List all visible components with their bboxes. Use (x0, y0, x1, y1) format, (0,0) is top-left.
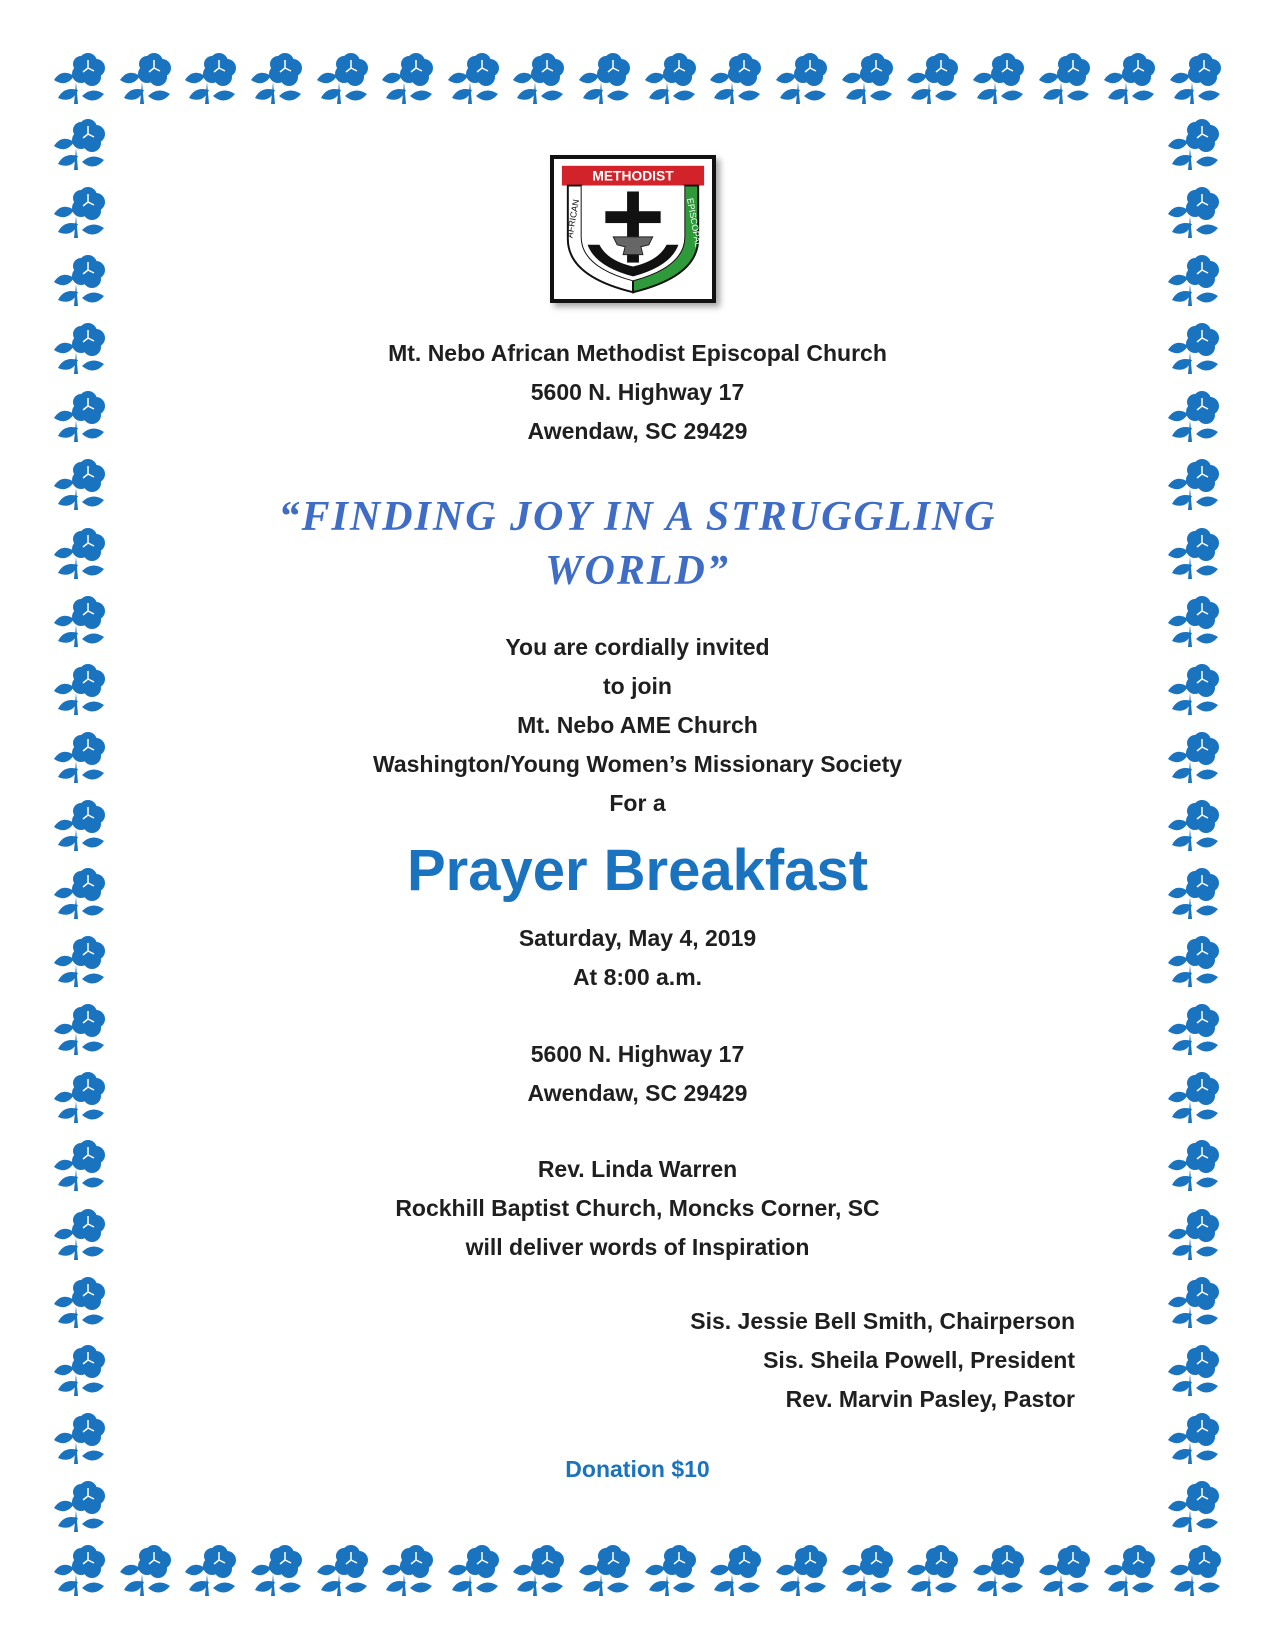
flower-ornament-icon (1098, 46, 1162, 110)
speaker-name: Rev. Linda Warren (537, 1156, 738, 1182)
invitation-text (120, 628, 1155, 823)
theme-line-2: WORLD” (545, 548, 730, 594)
flower-ornament-icon (1162, 793, 1226, 857)
invite-line-3: Mt. Nebo AME Church (517, 712, 758, 738)
flower-ornament-icon (1162, 112, 1226, 176)
flower-ornament-icon (507, 46, 571, 110)
flower-ornament-icon (1162, 452, 1226, 516)
flower-ornament-icon (48, 1338, 112, 1402)
flower-ornament-icon (1162, 180, 1226, 244)
flower-ornament-icon (48, 1538, 112, 1602)
flower-ornament-icon (48, 861, 112, 925)
flower-ornament-icon (48, 248, 112, 312)
ame-church-logo (550, 155, 716, 303)
flower-ornament-icon (179, 46, 243, 110)
flower-ornament-icon (639, 1538, 703, 1602)
theme-line-1: “FINDING JOY IN A STRUGGLING (278, 494, 997, 540)
flower-ornament-icon (1162, 657, 1226, 721)
venue-city: Awendaw, SC 29429 (527, 1080, 748, 1106)
flower-ornament-icon (507, 1538, 571, 1602)
flower-ornament-icon (770, 46, 834, 110)
flower-ornament-icon (48, 112, 112, 176)
flower-ornament-icon (639, 46, 703, 110)
donation-text: Donation $10 (565, 1456, 710, 1482)
church-name: Mt. Nebo African Methodist Episcopal Church (388, 340, 887, 366)
flower-ornament-icon (1162, 1133, 1226, 1197)
flower-ornament-icon (48, 316, 112, 380)
flower-ornament-icon (704, 1538, 768, 1602)
flower-ornament-icon (1162, 725, 1226, 789)
event-time: At 8:00 a.m. (572, 964, 703, 990)
flower-ornament-icon (48, 384, 112, 448)
flower-ornament-icon (967, 46, 1031, 110)
signature-line: Sis. Jessie Bell Smith, Chairperson (690, 1308, 1075, 1334)
flower-ornament-icon (836, 46, 900, 110)
logo-text-top: METHODIST (592, 167, 674, 184)
logo-text-left: AFRICAN (564, 198, 582, 239)
flower-ornament-icon (1162, 589, 1226, 653)
flower-ornament-icon (1033, 1538, 1097, 1602)
flower-ornament-icon (704, 46, 768, 110)
flower-ornament-icon (48, 1065, 112, 1129)
theme-title (150, 490, 1125, 598)
flower-ornament-icon (48, 180, 112, 244)
border-right (1162, 112, 1228, 1538)
flower-ornament-icon (48, 1474, 112, 1538)
flower-ornament-icon (311, 46, 375, 110)
ame-shield-icon (554, 159, 712, 299)
flower-ornament-icon (48, 657, 112, 721)
flower-ornament-icon (901, 1538, 965, 1602)
flower-ornament-icon (48, 1202, 112, 1266)
flower-ornament-icon (48, 1270, 112, 1334)
flower-ornament-icon (311, 1538, 375, 1602)
speaker-church: Rockhill Baptist Church, Moncks Corner, SC (395, 1195, 880, 1221)
signatures (690, 1302, 1075, 1419)
flower-ornament-icon (48, 997, 112, 1061)
flower-ornament-icon (48, 452, 112, 516)
flower-ornament-icon (1162, 1474, 1226, 1538)
flower-ornament-icon (376, 46, 440, 110)
signature-line: Sis. Sheila Powell, President (763, 1347, 1075, 1373)
flower-ornament-icon (48, 589, 112, 653)
church-address (120, 334, 1155, 451)
flower-ornament-icon (48, 1406, 112, 1470)
flower-ornament-icon (48, 793, 112, 857)
flower-ornament-icon (114, 1538, 178, 1602)
event-date: Saturday, May 4, 2019 (518, 925, 757, 951)
flower-ornament-icon (1162, 861, 1226, 925)
flower-ornament-icon (1162, 1270, 1226, 1334)
flower-ornament-icon (836, 1538, 900, 1602)
flower-ornament-icon (48, 521, 112, 585)
venue-street: 5600 N. Highway 17 (530, 1041, 745, 1067)
flower-ornament-icon (1162, 1202, 1226, 1266)
event-datetime (120, 919, 1155, 997)
church-city: Awendaw, SC 29429 (527, 418, 748, 444)
flower-ornament-icon (1162, 248, 1226, 312)
speaker-role: will deliver words of Inspiration (465, 1234, 810, 1260)
flower-ornament-icon (114, 46, 178, 110)
flower-ornament-icon (1162, 1406, 1226, 1470)
flower-ornament-icon (1162, 997, 1226, 1061)
speaker-info (120, 1150, 1155, 1267)
flower-ornament-icon (1162, 384, 1226, 448)
church-street: 5600 N. Highway 17 (530, 379, 745, 405)
flower-ornament-icon (442, 1538, 506, 1602)
flower-ornament-icon (1033, 46, 1097, 110)
border-top (48, 46, 1228, 112)
flower-ornament-icon (573, 46, 637, 110)
flower-ornament-icon (770, 1538, 834, 1602)
flower-ornament-icon (901, 46, 965, 110)
flower-ornament-icon (442, 46, 506, 110)
flower-ornament-icon (1098, 1538, 1162, 1602)
flower-ornament-icon (48, 1133, 112, 1197)
logo-text-right: EPISCOPAL (684, 197, 704, 248)
invite-line-4: Washington/Young Women’s Missionary Society (372, 751, 903, 777)
flower-ornament-icon (1164, 1538, 1228, 1602)
flower-ornament-icon (1162, 1065, 1226, 1129)
flower-ornament-icon (1162, 1338, 1226, 1402)
event-title: Prayer Breakfast (406, 838, 869, 903)
flower-ornament-icon (573, 1538, 637, 1602)
flower-ornament-icon (48, 725, 112, 789)
signature-line: Rev. Marvin Pasley, Pastor (785, 1386, 1075, 1412)
invite-line-5: For a (609, 790, 666, 816)
flower-ornament-icon (48, 46, 112, 110)
flower-ornament-icon (245, 1538, 309, 1602)
invite-line-1: You are cordially invited (505, 634, 770, 660)
invite-line-2: to join (603, 673, 672, 699)
border-bottom (48, 1538, 1228, 1604)
event-venue (120, 1035, 1155, 1113)
flower-ornament-icon (1162, 929, 1226, 993)
flower-ornament-icon (1164, 46, 1228, 110)
border-left (48, 112, 114, 1538)
flower-ornament-icon (179, 1538, 243, 1602)
flower-ornament-icon (1162, 521, 1226, 585)
flower-ornament-icon (245, 46, 309, 110)
flower-ornament-icon (376, 1538, 440, 1602)
flower-ornament-icon (48, 929, 112, 993)
flower-ornament-icon (1162, 316, 1226, 380)
flower-ornament-icon (967, 1538, 1031, 1602)
